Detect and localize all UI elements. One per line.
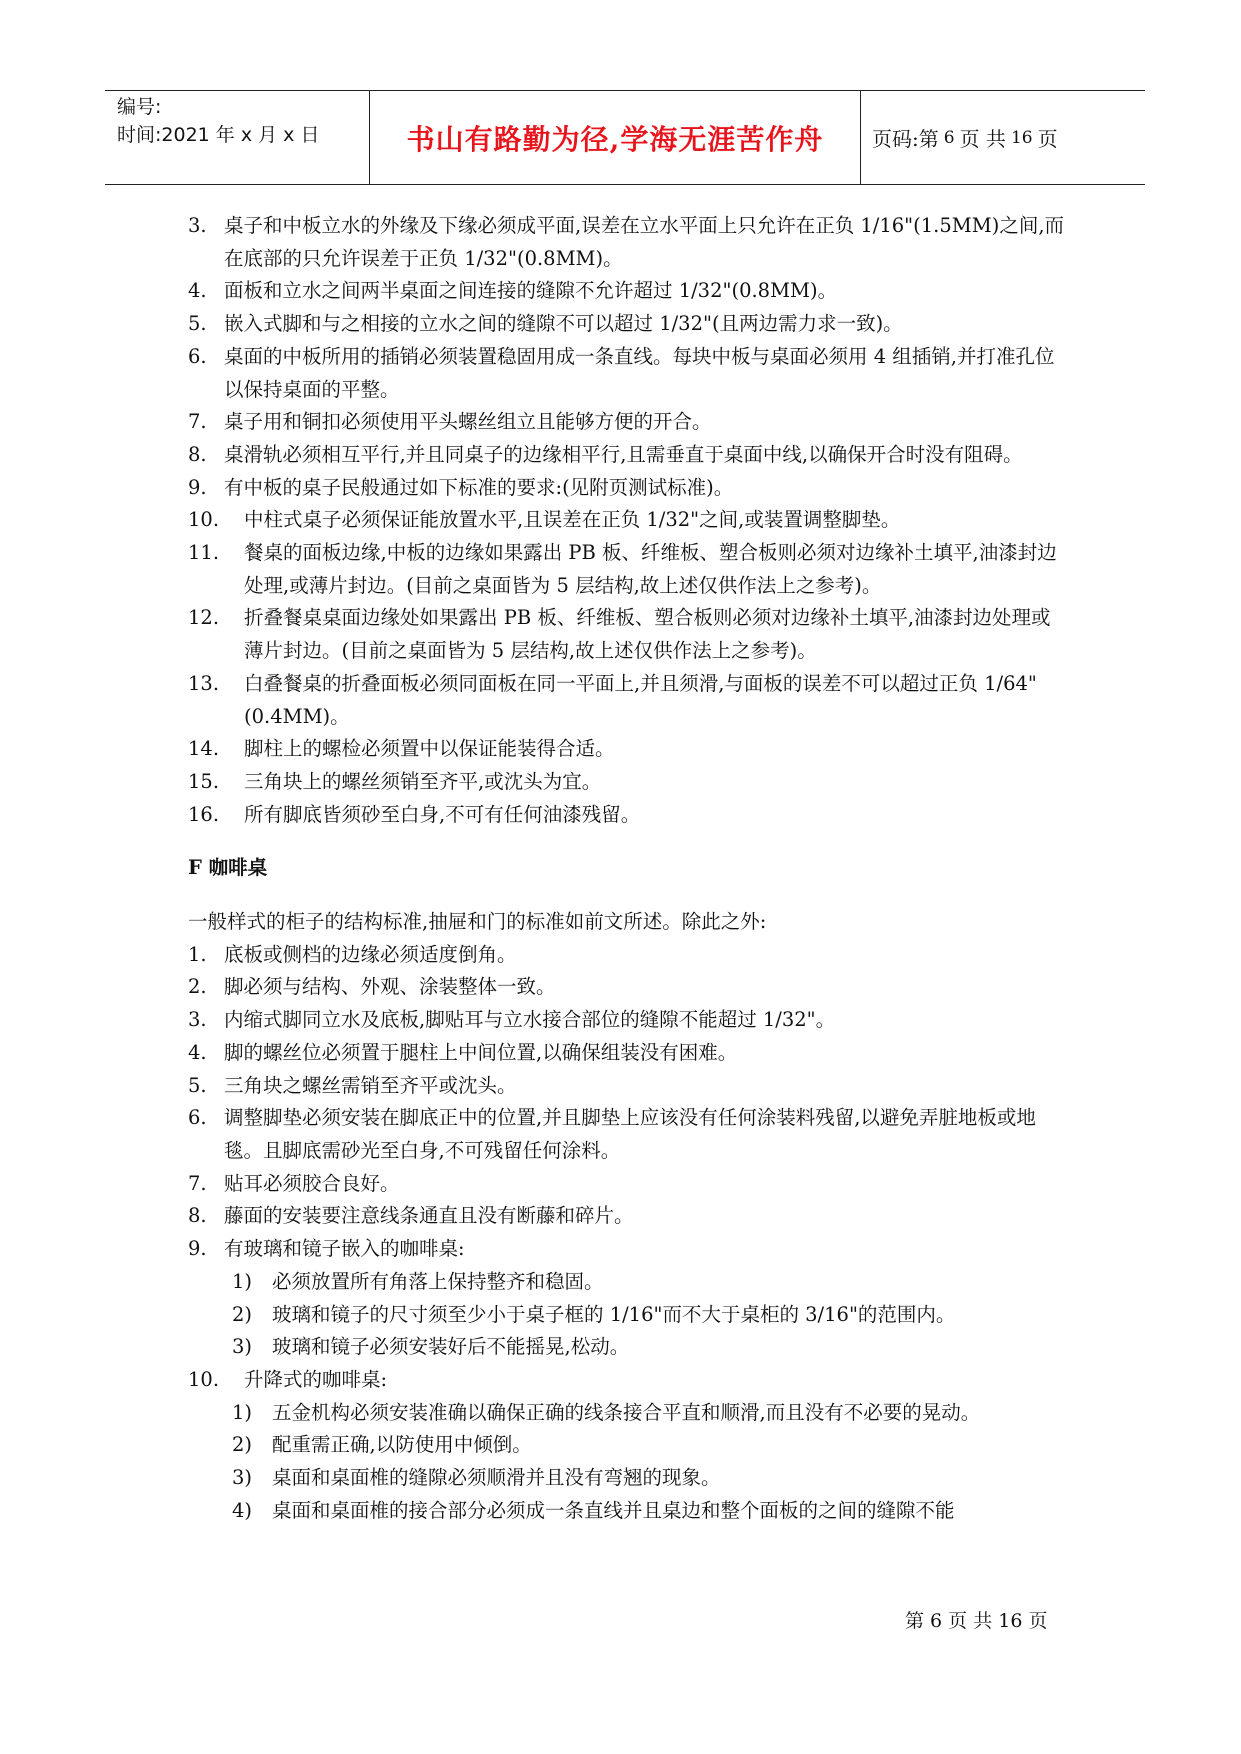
item-text: 桌滑轨必须相互平行,并且同桌子的边缘相平行,且需垂直于桌面中线,以确保开合时没有阻碍。 [224,442,1023,466]
item-number: 1) [232,1400,253,1424]
list-item [188,602,1068,667]
item-number: 4. [188,1040,207,1064]
item-number: 3. [188,1008,207,1032]
item-text: 调整脚垫必须安装在脚底正中的位置,并且脚垫上应该没有任何涂装料残留,以避免弄脏地板或地毯。且脚底需砂光至白身,不可残留任何涂料。 [224,1106,1036,1162]
item-text: 桌子用和铜扣必须使用平头螺丝组立且能够方便的开合。 [224,410,712,434]
page-footer: 第 6 页 共 16 页 [905,1610,1048,1632]
item-number: 16. [188,802,220,826]
document-body [188,210,1068,1527]
list-item [188,439,1068,472]
item-number: 15. [188,769,220,793]
item-number: 11. [188,541,220,565]
coffee-table-list [188,939,1068,1266]
list-item [188,1168,1068,1201]
item-text: 藤面的安装要注意线条通直且没有断藤和碎片。 [224,1204,634,1228]
item-text: 脚的螺丝位必须置于腿柱上中间位置,以确保组装没有困难。 [224,1040,738,1064]
item-text: 配重需正确,以防使用中倾倒。 [272,1433,532,1457]
list-item [188,406,1068,439]
item-number: 7. [188,1171,207,1195]
item-number: 8. [188,442,207,466]
item-number: 6. [188,344,207,368]
item-text: 有中板的桌子民般通过如下标准的要求:(见附页测试标准)。 [224,475,734,499]
list-item [188,1233,1068,1266]
header-meta [117,93,367,149]
list-item [188,1004,1068,1037]
item-text: 底板或侧档的边缘必须适度倒角。 [224,942,517,966]
item-text: 玻璃和镜子必须安装好后不能摇晃,松动。 [272,1335,630,1359]
list-item [188,1037,1068,1070]
item-text: 必须放置所有角落上保持整齐和稳固。 [272,1269,604,1293]
sub-list-item [188,1429,1068,1462]
list-item [188,971,1068,1004]
page-mid: 页 共 [959,127,1006,151]
item-number: 6. [188,1106,207,1130]
item-text: 白叠餐桌的折叠面板必须同面板在同一平面上,并且须滑,与面板的误差不可以超过正负 1/64"(0.4MM)。 [244,671,1037,728]
item-number: 13. [188,671,220,695]
item-number: 8. [188,1204,207,1228]
item-text: 升降式的咖啡桌: [244,1367,388,1391]
doc-number-label: 编号: [117,96,162,118]
sub-list-item [188,1397,1068,1430]
list-item [188,1200,1068,1233]
item-text: 嵌入式脚和与之相接的立水之间的缝隙不可以超过 1/32"(且两边需力求一致)。 [224,312,903,336]
sub-list-item [188,1331,1068,1364]
item-text: 脚必须与结构、外观、涂装整体一致。 [224,975,556,999]
item-number: 10. [188,508,220,532]
sub-list-item [188,1495,1068,1528]
item-text: 玻璃和镜子的尺寸须至少小于桌子框的 1/16"而不大于桌柜的 3/16"的范围内。 [272,1302,956,1326]
list-item [188,939,1068,972]
table-standards-list [188,210,1068,831]
item-text: 桌面和桌面椎的接合部分必须成一条直线并且桌边和整个面板的之间的缝隙不能 [272,1498,955,1522]
list-item [188,668,1068,733]
doc-time-label: 时间:2021 年 x 月 x 日 [117,124,320,146]
header-motto: 书山有路勤为径,学海无涯苦作舟 [406,122,824,156]
item-number: 3) [232,1466,253,1490]
sub-list-item [188,1299,1068,1332]
item-number: 1) [232,1269,253,1293]
item-text: 桌面和桌面椎的缝隙必须顺滑并且没有弯翘的现象。 [272,1466,721,1490]
item-number: 2. [188,975,207,999]
list-item [188,1364,1068,1397]
item-text: 面板和立水之间两半桌面之间连接的缝隙不允许超过 1/32"(0.8MM)。 [224,279,838,303]
list-item [188,799,1068,832]
page-total: 16 [1010,127,1033,148]
item-number: 12. [188,606,220,630]
item-number: 2) [232,1433,253,1457]
page-header [105,90,1145,185]
item-number: 3. [188,214,207,237]
item-text: 所有脚底皆须砂至白身,不可有任何油漆残留。 [244,802,641,826]
item-number: 3) [232,1335,253,1359]
item-text: 中柱式桌子必须保证能放置水平,且误差在正负 1/32"之间,或装置调整脚垫。 [244,508,901,532]
header-divider [860,91,861,184]
glass-mirror-sublist [188,1266,1068,1364]
list-item [188,504,1068,537]
list-item [188,1102,1068,1167]
page-current: 6 [943,127,955,148]
section-heading: F 咖啡桌 [188,856,268,880]
item-text: 折叠餐桌桌面边缘处如果露出 PB 板、纤维板、塑合板则必须对边缘补土填平,油漆封边处理或薄片封边。(目前之桌面皆为 5 层结构,故上述仅供作法上之参考)。 [244,606,1051,663]
item-text: 餐桌的面板边缘,中板的边缘如果露出 PB 板、纤维板、塑合板则必须对边缘补土填平,油漆封边处理,或薄片封边。(目前之桌面皆为 5 层结构,故上述仅供作法上之参考)。 [244,541,1057,597]
item-text: 三角块之螺丝需销至齐平或沈头。 [224,1073,517,1097]
item-number: 4. [188,279,207,303]
item-text: 桌面的中板所用的插销必须装置稳固用成一条直线。每块中板与桌面必须用 4 组插销,并打准孔位以保持桌面的平整。 [224,344,1055,401]
list-item [188,537,1068,602]
lift-table-sublist [188,1397,1068,1528]
item-text: 贴耳必须胶合良好。 [224,1171,400,1195]
header-page-info [872,91,1058,184]
item-text: 脚柱上的螺检必须置中以保证能装得合适。 [244,737,615,761]
page-suffix: 页 [1037,127,1058,151]
list-item [188,472,1068,505]
list-item [188,766,1068,799]
item-number: 5. [188,1073,207,1097]
section-intro: 一般样式的柜子的结构标准,抽屉和门的标准如前文所述。除此之外: [188,910,767,934]
item-text: 桌子和中板立水的外缘及下缘必须成平面,误差在立水平面上只允许在正负 1/16"(1.5MM)之间,而在底部的只允许误差于正负 1/32"(0.8MM)。 [224,214,1065,270]
item-number: 7. [188,410,207,434]
list-item [188,733,1068,766]
item-number: 9. [188,1237,207,1261]
item-number: 2) [232,1302,253,1326]
header-divider [369,91,370,184]
list-item [188,341,1068,406]
sub-list-item [188,1266,1068,1299]
list-item [188,210,1068,275]
sub-list-item [188,1462,1068,1495]
item-text: 三角块上的螺丝须销至齐平,或沈头为宜。 [244,769,602,793]
item-text: 有玻璃和镜子嵌入的咖啡桌: [224,1237,465,1261]
item-number: 5. [188,312,207,336]
item-number: 14. [188,737,220,761]
list-item [188,308,1068,341]
page-prefix: 页码:第 [872,127,939,151]
item-number: 1. [188,942,207,966]
item-text: 内缩式脚同立水及底板,脚贴耳与立水接合部位的缝隙不能超过 1/32"。 [224,1008,836,1032]
list-item [188,275,1068,308]
item-number: 10. [188,1367,220,1391]
item-number: 9. [188,475,207,499]
item-number: 4) [232,1498,253,1522]
item-text: 五金机构必须安装准确以确保正确的线条接合平直和顺滑,而且没有不必要的晃动。 [272,1400,981,1424]
list-item [188,1070,1068,1103]
